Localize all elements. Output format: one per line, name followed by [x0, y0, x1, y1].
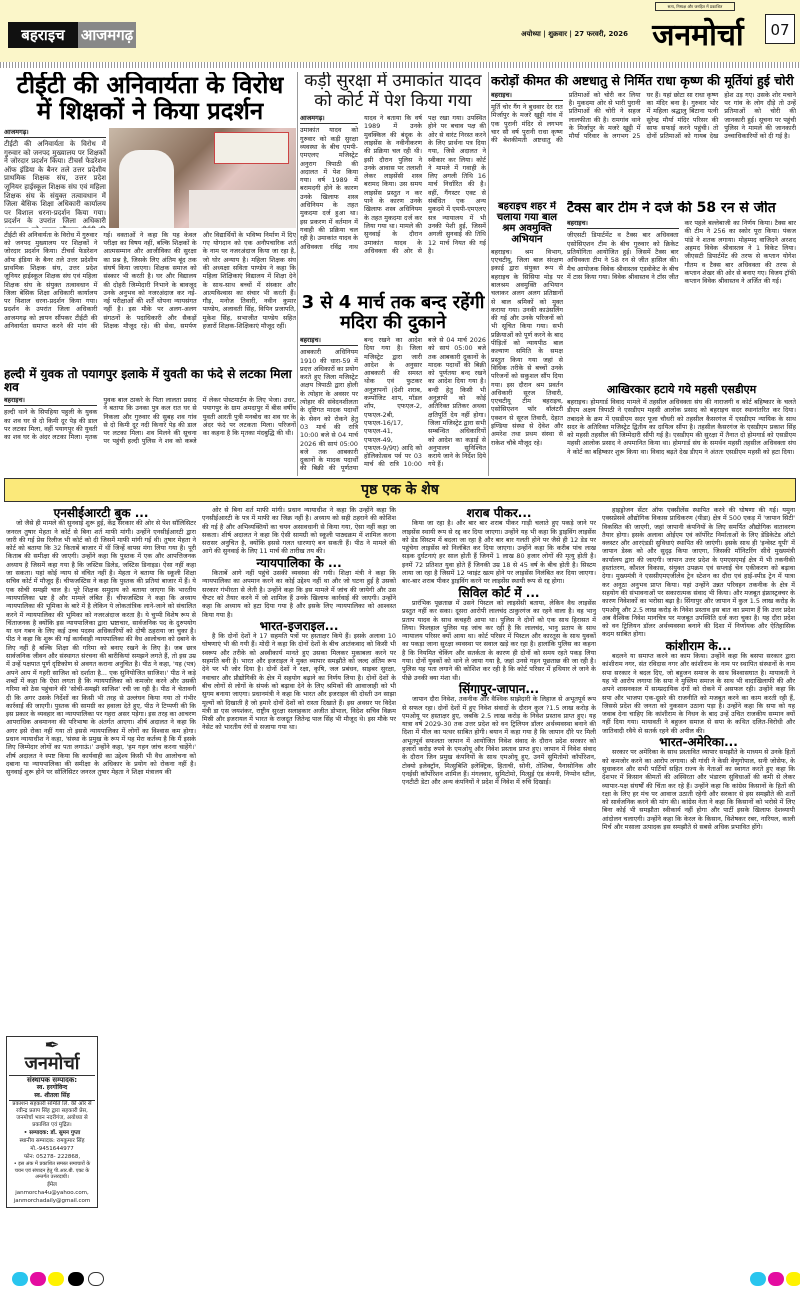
dateline: बहराइच। [300, 336, 358, 346]
article-body: किताबें आगे नहीं पहुंचे उसकी व्यवस्था की गयी। शिक्षा मंत्री ने कहा कि न्यायपालिका का अपमान करने का कोई उद्देश्य नहीं था और जो घटना हुई है उसको सरकार गंभीरता से लेती है। उन्होंने कहा कि इस मामले में जांच की जायेगी और उस चैप्टर को तैयार करने में जो शामिल हैं उनके खिलाफ कार्रवाई की जाएगी। उन्होंने कहा कि अध्याय को हटा दिया गया है और इसके लिए न्यायपालिका को आश्वस्त किया गया है। [202, 569, 396, 619]
registration-mark-cyan [750, 1272, 766, 1286]
heading-civil-court: सिविल कोर्ट में ... [458, 585, 540, 600]
right-lower-row [491, 201, 796, 476]
registration-mark-cyan [12, 1272, 28, 1286]
registration-mark-yellow [786, 1272, 800, 1286]
continued-col-3 [402, 506, 596, 1266]
article-body: हल्दी थाने के सिपहिया पहुली के युवक का शव घर से दो किमी दूर पेड़ की डाल पर लटका मिला, वहीं पयागपुर की युवती का शव घर के अंदर लटका मिला। मृतक युवक बाल ठाकरे के पिता लालता प्रसाद ने बताया कि उनका पुत्र कल रात घर से निकला और गुरुवार की सुबह शव गांव से दो किमी दूर नदी किनारे पेड़ की डाल पर लटका मिला। शव मिलने की सूचना पर पहुंची हल्दी पुलिस ने शव को कब्जे में लेकर पोस्टमार्टम के लिए भेजा। उधर, पयागपुर के ग्राम अमदापुर में बीस वर्षीय युवती आरती पुत्री मनबोध का शव घर के अंदर फंदे पर लटकता मिला। परिजनों का कहना है कि मृतका मंदबुद्धि की थी। [4, 396, 296, 446]
registration-mark-magenta [768, 1272, 784, 1286]
dateline: बहराइच। [491, 91, 563, 101]
prb-note: • इस अंक में प्रकाशित समस्त समाचारों के चयन एवं संपादन हेतु पी.आर.बी. एक्ट के अन्तर्गत उत्तरदायी। [13, 1161, 91, 1180]
article-body: टीईटी की अनिवार्यता के विरोध में गुरुवार को जनपद मुख्यालय पर शिक्षकों ने जोरदार प्रदर्शन किया। टीचर्स फेडरेशन ऑफ इंडिया के बैनर तले उत्तर प्रदेशीय प्राथमिक शिक्षक संघ, उत्तर प्रदेश जूनियर हाईस्कूल शिक्षक संघ एवं महिला शिक्षक संघ के संयुक्त तत्वावधान में जिला बेसिक शिक्षा अधिकारी कार्यालय पर विशाल धरना-प्रदर्शन किया गया। प्रदर्शन के उपरांत जिला अधिकारी आजमगढ़ को ज्ञापन सौंपकर टीईटी की अनिवार्यता समाप्त करने की मांग की गई। वक्ताओं ने कहा कि यह केवल परीक्षा का विषय नहीं, बल्कि शिक्षकों के आत्मसम्मान और आजीविका की सुरक्षा का प्रश्न है, जिसके लिए अंतिम बूंद तक संघर्ष किया जाएगा। शिक्षक समाज को संस्कार भी करती है। घर और विद्यालय की दोहरी जिम्मेदारी निभाने के बावजूद उनके अनुभव को नजरअंदाज कर नई-नई परीक्षाओं की शर्तें थोपना न्यायसंगत नहीं है। इस मौके पर अलग-अलग संगठनों के पदाधिकारी और सैकड़ों शिक्षक मौजूद रहे। की सेवा, समर्पण और विद्यार्थियों के भविष्य निर्माण में दिए गए योगदान को एक अनौपचारिक शर्त के नाम पर नजरअंदाज किया जा रहा है, जो घोर अन्याय है। महिला शिक्षक संघ की अध्यक्षा सविता पाण्डेय ने कहा कि महिला शिक्षिकाएं विद्यालय में शिक्षा देने के साथ-साथ बच्चों में संस्कार और आत्मविश्वास का संचार भी करती हैं। गौड़, मनोज तिवारी, नवीन कुमार पाण्डेय, अलावती सिंह, विपिन प्रजापति, मुकेश सिंह, सभाजीत पाण्डेय सहित हजारों शिक्षक-शिक्षिकाएं मौजूद रहीं। [4, 230, 296, 331]
middle-block [300, 72, 486, 476]
masthead-box [6, 1036, 98, 1208]
article-body: बदलने या समाप्त करने का काम किया। उन्होंने कहा कि बसपा सरकार द्वारा कांशीराम नगर, संत रविदास नगर और कांशीराम के नाम पर स्थापित संस्थानों के नाम सपा सरकार ने बदल दिए, जो बहुजन समाज के साथ विश्वासघात है। मायावती ने यह भी आरोप लगाया कि सपा ने मुस्लिम समाज के साथ भी वादाखिलाफी की और अपने शासनकाल में साम्प्रदायिक दंगों को रोकने में असफल रही। उन्होंने कहा कि सपा और भाजपा एक-दूसरे की राजनीति को मजबूत करने का काम करती रही हैं, जिससे प्रदेश की जनता को नुकसान उठाना पड़ा है। उन्होंने कहा कि सपा को यह जवाब देना चाहिए कि कांशीराम के निधन के बाद उन्हें उचित राजकीय सम्मान क्यों नहीं दिया गया। मायावती ने बहुजन समाज से सपा के कथित दलित-विरोधी और जातिवादी रवैये से सतर्क रहने की अपील की। [602, 652, 795, 735]
column-rule [488, 72, 489, 476]
headline-tax: टैक्स बार टीम ने दर्ज की 58 रन से जीत [567, 200, 776, 216]
article-body: ओर से बिना शर्त माफी मांगी। प्रधान न्यायाधीश ने कहा कि उन्होंने कहा कि एनसीईआरटी के पत्र में माफी का जिक्र नहीं है। अध्याय को सही ठहराने की कोशिश की गई है और अभिव्यक्तियों का चयन असावधानी से किया गया, ऐसा नहीं कहा जा सकता। शीर्ष अदालत ने कहा कि ऐसी सामग्री को स्कूली पाठ्यक्रम में शामिल करना सरासर अनुचित है, क्योंकि इससे गलत धारणाएं बन सकती हैं। पीठ ने मामले की आगे की सुनवाई के लिए 11 मार्च की तारीख तय की। [202, 506, 396, 556]
dateline: बहराइच। [4, 396, 97, 406]
logo-tagline: सत्य, निष्पक्ष और जनहित में प्रकाशित [655, 2, 735, 11]
article-body: जीएसटी डिपार्टमेंट व टैक्स बार अधिवक्ता एसोसिएशन टीम के बीच गुरुवार को क्रिकेट प्रतियोगिता आयोजित हुई। जिसमें टैक्स बार अधिवक्ता टीम ने 58 रन से जीत हासिल की। मैच आयोजक विवेक श्रीवास्तव एडवोकेट के बीच में टास किया गया। विवेक श्रीवास्तव ने टॉस जीत कर पहले बल्लेबाजी का निर्णय किया। टैक्स बार की टीम ने 256 का स्कोर पूरा किया। पंकज पांडे ने शतक लगाया। मोहम्मद वाजिदने अरशद अहमद विवेक श्रीवास्तव ने 1 विकेट लिया। जीएसटी डिपार्टमेंट की तरफ से कप्तान योगेश गौतम व टैक्स बार अधिवक्ता की तरफ से कप्तान शेखर की ओर से बनाए गए। विजय ट्रॉफी कप्तान विवेक श्रीवास्तव ने अर्जित की गई। [567, 219, 796, 286]
article-body: जो जैसे ही मामले की सुनवाई शुरू हुई, केंद्र सरकार की ओर से पेश सॉलिसिटर जनरल तुषार मेहता ने कोर्ट से बिना शर्त माफी मांगी। उन्होंने एनसीईआरटी द्वारा जारी की गई प्रेस रिलीज भी कोर्ट को दी जिसमें माफी मांगी गई थी। तुषार मेहता ने कोर्ट को बताया कि 32 किताबें बाजार में थीं जिन्हें वापस मंगा लिया गया है। पूरी किताब की समीक्षा की जाएगी। उन्होंने कहा कि पुस्तक में एक और आपत्तिजनक अध्याय है जिसमें कहा गया है कि जस्टिस डिलेड, जस्टिस डिनाइड। ऐसा नहीं कहा जा सकता। यहां कोई न्याय से वंचित नहीं है। मेहता ने बताया कि स्कूली शिक्षा सचिव कोर्ट में मौजूद हैं। चीफजस्टिस ने कहा कि पुस्तक की प्रतियां बाजार में हैं। ये एक सोची समझी चाल है। पूरे शिक्षक समुदाय को बताया जाएगा कि भारतीय न्यायपालिका भ्रष्ट है और मामले लंबित हैं। चीफजस्टिस ने कहा कि अध्याय न्यायपालिका की भूमिका के बारे में है लेकिन ये लोकतांत्रिक लाने-जाने को संचालित करने में न्यायपालिका की भूमिका को नजरअंदाज करता है। ये चुप्पी विशेष रूप से चिंताजनक है क्योंकि इस न्यायपालिका द्वारा भ्रष्टाचार, सार्वजनिक पद के दुरुपयोग या धन गबन के लिए कई उच्च पदस्थ अधिकारियों को दोषी ठहराया जा चुका है। पीठ ने कहा कि शुरू की गई कार्यवाही न्यायपालिका की वैध आलोचना को दबाने के लिए नहीं है बल्कि शिक्षा की गरिमा को बनाए रखने के लिए है। जब छात्र सार्वजनिक जीवन और संस्थागत संरचना की बारीकियां समझने लगते हैं, तो इस उम्र में उन्हें पक्षपात पूर्ण दृष्टिकोण से अवगत कराना अनुचित है। पीठ ने कहा, 'यह (पत्र) अपने आप में गहरी साजिश को दर्शाता है... एक सुनियोजित साजिश।' पीठ ने कड़े शब्दों में कहा कि ऐसा लगता है कि न्यायपालिका को कमजोर करने और उसकी गरिमा को ठेस पहुंचाने की 'सोची-समझी साजिश' रची जा रही है। पीठ ने चेतावनी दी कि अगर उसके निर्देशों का किसी भी तरह से उल्लंघन किया गया तो गंभीर कार्रवाई की जाएगी। पुस्तक की सामग्री का हवाला देते हुए, पीठ ने टिप्पणी की कि इस प्रकार के व्यवहार का न्यायपालिका पर गहरा असर पड़ेगा। इस तरह का आचरण आपराधिक अवमानना की परिभाषा के अंतर्गत आएगा। शीर्ष अदालत ने कहा कि अगर इसे रोका नहीं गया तो इससे न्यायपालिका में लोगों का विश्वास कम होगा। प्रधान न्यायाधीश ने कहा, 'संस्था के प्रमुख के रूप में यह मेरा कर्तव्य है कि मैं इसके लिए जिम्मेदार लोगों का पता लगाऊं।' उन्होंने कहा, 'हम गहन जांच करना चाहेंगे।' शीर्ष अदालत ने स्पष्ट किया कि कार्यवाही का उद्देश्य किसी भी वैध आलोचना को दबाना या न्यायपालिका की समीक्षा के अधिकार के प्रयोग को रोकना नहीं है। सुनवाई शुरू होने पर सॉलिसिटर जनरल तुषार मेहता ने शिक्षा मंत्रालय की [6, 519, 196, 777]
article-body: आबकारी अधिनियम 1910 की धारा-59 में प्रदत्त अधिकारों का प्रयोग करते हुए जिला मजिस्ट्रेट अक्षय त्रिपाठी द्वारा होली के त्योहार के अवसर पर त्योहार की संवेदनशीलता के दृष्टिगत मादक पदार्थों के सेवन को रोकने हेतु 03 मार्च की रात्रि 10:00 बजे से 04 मार्च 2026 की सायं 05:00 बजे तक आबकारी दुकानों के मादक पदार्थों की बिक्री की पूर्णतया बन्द रखने का आदेश दिया गया है। जिला मजिस्ट्रेट द्वारा जारी आदेश के अनुसार आबकारी की समस्त थोक एवं फुटकर अनुज्ञापनों (देशी शराब, कम्पोजिट शाप, मॉडल शॉप, एफएल-2, एफएल-2बी, एफएल-16/17, एफएल-41, एफएल-49, एफएल-9/9ए) आदि को होलिकोत्सव पर्व पर 03 मार्च की रात्रि 10:00 बजे से 04 मार्च 2026 को सायं 05:00 बजे तक आबकारी दुकानों के मादक पदार्थों की बिक्री को पूर्णतया बन्द रखने का आदेश दिया गया है। बन्दी हेतु किसी भी अनुज्ञापी को कोई अतिरिक्त प्रतिकर अथवा क्षतिपूर्ति देय नहीं होगा। जिला मजिस्ट्रेट द्वारा सभी सम्बन्धित अधिकारियों को आदेश का कड़ाई से अनुपालन सुनिश्चित कराये जाने के निर्देश दिये गये हैं। [300, 336, 486, 473]
article-tet-lead [4, 128, 106, 228]
heading-israel: भारत-इजराइल... [259, 618, 339, 633]
heading-ncert: एनसीईआरटी बुक ... [53, 506, 149, 520]
local-editor: स्थानीय सम्पादक: रामकुमार सिंह [19, 1138, 85, 1144]
headline-line: को कोर्ट में पेश किया गया [314, 90, 472, 111]
email[interactable]: janmorcha4u@yahoo.com, [15, 1189, 89, 1196]
article-body: उमाकांत यादव को गुरुवार को कड़ी सुरक्षा व्यवस्था के बीच एमपी-एमएलए मजिस्ट्रेट अनुराग त्रिपाठी की अदालत में पेश किया गया। वर्ष 1989 में बरामदगी होने के कारण उनके खिलाफ शस्त्र अधिनियम के तहत मुकदमा दर्ज हुआ था। इस प्रकरण में वर्तमान में गवाही की प्रक्रिया चल रही है। उमाकांत यादव के अधिवक्ता रविंद्र नाथ यादव ने बताया कि वर्ष 1989 में उनके मुवक्किल की बंदूक के लाइसेंस के नवीनीकरण की प्रक्रिया चल रही थी। इसी दौरान पुलिस ने उनके आवास पर तलाशी लेकर लाइसेंसी शस्त्र बरामद किया। उस समय लाइसेंस प्रस्तुत न कर पाने के कारण उनके खिलाफ शस्त्र अधिनियम के तहत मुकदमा दर्ज कर लिया गया था। मामले की सुनवाई के दौरान उमाकांत यादव के अधिवक्ता की ओर से पक्ष रखा गया। उपस्थित होने पर बचाव पक्ष की ओर से वारंट निरस्त करने के लिए प्रार्थना पत्र दिया गया, जिसे अदालत ने स्वीकार कर लिया। कोर्ट ने मामले में गवाही के लिए अगली तिथि 16 मार्च निर्धारित की है। वहीं, गैंगस्टर एक्ट से संबंधित एक अन्य मुकदमे में एमपी-एमएलए सत्र न्यायालय में भी उनकी पेशी हुई, जिसमें अगली सुनवाई की तिथि 12 मार्च नियत की गई है। [300, 114, 486, 255]
article-body: टीईटी की अनिवार्यता के विरोध में गुरुवार को जनपद मुख्यालय पर शिक्षकों ने जोरदार प्रदर्शन किया। टीचर्स फेडरेशन ऑफ इंडिया के बैनर तले उत्तर प्रदेशीय प्राथमिक शिक्षक संघ, उत्तर प्रदेश जूनियर हाईस्कूल शिक्षक संघ एवं महिला शिक्षक संघ के संयुक्त तत्वावधान में जिला बेसिक शिक्षा अधिकारी कार्यालय पर विशाल धरना-प्रदर्शन किया गया। प्रदर्शन के उपरांत जिला अधिकारी [4, 140, 106, 226]
banner [214, 132, 289, 164]
article-tax [567, 219, 796, 381]
right-block [491, 74, 796, 476]
speaker-figure [119, 150, 174, 228]
founder: स्व. हरगोविन्द [36, 1084, 68, 1091]
editor: • सम्पादक: डॉ. सुमन गुप्ता [23, 1130, 81, 1136]
crosshair-icon [88, 1272, 104, 1286]
heading-nyaypalika: न्यायपालिका के ... [256, 555, 342, 570]
article-chori [491, 91, 796, 197]
pen-nib-icon: ✒ [44, 1035, 60, 1056]
headline-balshram: बहराइच शहर में चलाया गया बाल श्रम अवमुक्ति अभियान [496, 200, 558, 245]
heading-sharab: शराब पीकर... [466, 506, 532, 520]
heading-kanshiram: कांशीराम के... [665, 638, 732, 653]
right-sub-block [567, 201, 796, 476]
phone: फोन: 05278- 222868, [23, 1154, 81, 1160]
article-body: बहराइच। श्रम विभाग, एएचटीयू, जिला बाल संरक्षण इकाई द्वारा संयुक्त रूप से बहराइच के सिसिया मोड़ पर बालश्रम अवमुक्ति अभियान चलाकर अलग अलग प्रतिष्ठानों से बाल श्रमिकों को मुक्त कराया गया। उनकी काउंसलिंग की गई और उनके परिजनों को भी सूचित किया गया। सभी प्रक्रियाओं को पूर्ण करने के बाद पीड़ितों को न्यायपीठ बाल कल्याण समिति के समक्ष प्रस्तुत किया गया जहां से विधिक तरीके से बच्चों उनके परिजनों को सकुशल सौंप दिया गया। इस दौरान श्रम प्रवर्तन अधिकारी सूरज तिवारी, एएचटीयू टीम बहराइच, एसोसिएशन फॉर वॉलंटरी एक्शन से सूरज तिवारी, देहात इण्डिया संस्था से देवेश और अमरेश तथा प्रथम संस्था से राकेश चौबे मौजूद रहे। [491, 247, 563, 447]
article-body: मूर्ति चोर गैंग ने बुधवार देर रात मिर्जापुर के मजरे खुट्टी गांव में एक पुरानी मंदिर से लगभग चार सौ वर्ष पुरानी राधा कृष्ण की बेशकीमती अष्टधातु की प्रतिमाओं को चोरी कर लिया है। मुकदमा ओर से भारी पुरानी प्रतिमाओं की चोरी ने सहज लालफीता की है। रामगांव थाने के मिर्जापुर के मजरे खुट्टी में मौर्या परिवार के लगभग 25 घर हैं। यहां छोटा सा राधा कृष्ण का मंदिर बना है। गुरुवार भोर में महिला श्रद्धालु बिटाना पत्नी सुरेन्द्र मौर्या मंदिर परिसर की साफ सफाई करने पहुंची। तो दोनों प्रतिमाओं को गायब देख होश उड़ गए। उसके शोर मचाने पर गांव के लोग दौड़े तो उन्हें प्रतिमाओं को चोरी की जानकारी हुई। सूचना पर पहुंची पुलिस ने मामले की जानकारी उच्चाधिकारियों को दी गई है। [491, 90, 796, 145]
dateline: आजमगढ़। [300, 114, 358, 124]
continued-col-1 [6, 506, 196, 1266]
article-body: हाइड्रोजन सेंटर ऑफ एक्सीलेंस स्थापित करने की घोषणा की गई। यमुना एक्सप्रेसवे औद्योगिक विकास प्राधिकरण (यीडा) क्षेत्र में 500 एकड़ में 'जापान सिटी' विकसित की जाएगी, जहां जापानी कंपनियों के लिए समर्पित औद्योगिक वातावरण तैयार होगा। इसके अलावा ओईएम एवं कॉर्पोरेट निर्माताओं के लिए डेडिकेटेड ऑटो क्लस्टर और आरएंडडी सुविधाएं स्थापित की जाएंगी। इसके साथ ही 'इन्वेस्ट यूपी' में जापान डेस्क को और सुदृढ़ किया जाएगा, जिसकी मॉनिटरिंग सीधे मुख्यमंत्री कार्यालय द्वारा की जाएगी। जापान उत्तर प्रदेश के एमएसएमई क्षेत्र में भी तकनीकी हस्तांतरण, कौशल विकास, संयुक्त उपक्रम एवं सप्लाई चेन एकीकरण को बढ़ावा देगा। मुख्यमंत्री ने एससीएमएजीलेव ट्रेन स्टेशन का दौरा एवं हाई-स्पीड ट्रेन में यात्रा कर अनूठा अनुभव प्राप्त किया। यहां उन्होंने उन्नत परिवहन तकनीक के क्षेत्र में सहयोग की संभावनाओं पर सकारात्मक संवाद भी किया। और मजबूत इंफ्रास्ट्रक्चर के कारण निवेशकों का भरोसा बढ़ा है। सिंगापुर और जापान में कुल 1.5 लाख करोड़ के एमओयू और 2.5 लाख करोड़ के निवेश प्रस्ताव इस बात का प्रमाण हैं कि उत्तर प्रदेश अब वैश्विक निवेश मानचित्र पर मजबूत उपस्थिति दर्ज करा चुका है। यह दौरा प्रदेश को वन ट्रिलियन डॉलर अर्थव्यवस्था बनाने की दिशा में निर्णायक और ऐतिहासिक कदम साबित होगा। [602, 506, 795, 639]
headline-madira: 3 से 4 मार्च तक बन्द रहेंगी मदिरा की दुकाने [301, 292, 485, 334]
heading-singapore-japan: सिंगापुर-जापान... [458, 681, 540, 696]
dateline: बहराइच। [567, 219, 679, 229]
table [189, 190, 296, 228]
dateline: आजमगढ़। [4, 128, 106, 138]
continued-col-2 [202, 506, 396, 1266]
section-label-azamgarh: आजमगढ़ [78, 22, 136, 48]
page-number: 07 [765, 14, 795, 44]
divider [0, 62, 800, 68]
article-body: सरकार पर अमेरिका के साथ प्रस्तावित व्यापार समझौते के माध्यम से उनके हितों को कमजोर करने का आरोप लगाया। श्री गांधी ने केसी वेणुगोपाल, सनी जोसेफ, के सुधाकरन और सभी पार्टियों सहित राज्य के नेताओं का स्वागत करते हुए कहा कि देशभर में किसान कीमतों की अस्थिरता और भंडारण सुविधाओं की कमी से लेकर व्यापार-पक्ष संघर्षों की चिंता कर रहे हैं। उन्होंने कहा कि कांग्रेस किसानों के हितों की रक्षा के लिए हर मंच पर आवाज उठाती रहेगी और सरकार से इस समझौते की शर्तों को सार्वजनिक करने की मांग की। कांग्रेस नेता ने कहा कि किसानों को भरोसे में लिए बिना कोई भी समझौता स्वीकार्य नहीं होगा और पार्टी इसके खिलाफ देशव्यापी आंदोलन चलाएगी। उन्होंने कहा कि केरल के किसान, विशेषकर रबर, नारियल, काली मिर्च और मसाला उत्पादक इस समझौते से सबसे अधिक प्रभावित होंगे। [602, 748, 795, 831]
tet-lead-row [4, 128, 296, 228]
founders-label: संस्थापक सम्पादक: [26, 1076, 78, 1084]
article-body: प्रारंभिक पूछताछ में उसने पिस्टल को लाइसेंसी बताया, लेकिन वैध लाइसेंस प्रस्तुत नहीं कर सका। दूसरा आरोपी लालचंद ठाकुरगंज का रहने वाला है। वह भानु प्रताप यादव के साथ कचहरी आया था। पुलिस ने दोनों को एक साथ हिरासत में लिया। फिलहाल पुलिस यह जांच कर रही है कि लालचंद, भानु प्रताप के साथ न्यायालय परिसर क्यों आया था। कोर्ट परिसर में पिस्टल और कारतूस के साथ युवकों का पकड़ा जाना सुरक्षा व्यवस्था पर सवाल खड़े कर रहा है। हालांकि पुलिस का कहना है कि नियमित चेकिंग और सतर्कता के कारण ही दोनों को समय रहते पकड़ लिया गया। दोनों युवकों को थाने ले जाया गया है, जहां उनसे गहन पूछताछ की जा रही है। पुलिस यह पता लगाने की कोशिश कर रही है कि कोर्ट परिसर में हथियार ले जाने के पीछे उनकी क्या मंशा थी। [402, 598, 596, 682]
continued-col-4 [602, 506, 795, 1266]
headline-chori: करोड़ों कीमत की अष्टधातु से निर्मित राधा कृष्ण की मूर्तियां हुई चोरी [491, 74, 794, 88]
email[interactable]: janmorchadaily@gmail.com [13, 1197, 91, 1204]
headline-line: कड़ी सुरक्षा में उमाकांत यादव [304, 72, 482, 91]
continued-band: पृष्ठ एक के शेष [4, 478, 796, 502]
article-body: जापान दौरा निवेश, तकनीक और वैश्विक साझेदारी के लिहाज से अभूतपूर्व रूप से सफल रहा। दोनों देशों में हुए निवेश संवादों के दौरान कुल ?1.5 लाख करोड़ के एमओयू पर हस्ताक्षर हुए, जबकि 2.5 लाख करोड़ के निवेश प्रस्ताव प्राप्त हुए। यह यात्रा वर्ष 2029-30 तक उत्तर प्रदेश को वन ट्रिलियन डॉलर अर्थव्यवस्था बनाने की दिशा में मील का पत्थर साबित होगी। बयान में कहा गया है कि जापान दौरे पर मिली अभूतपूर्व सफलता जापान में आयोजित निवेश संवाद के दौरान प्रदेश सरकार को हजारों करोड़ रुपये के एमओयू और निवेश प्रस्ताव प्राप्त हुए। जापान में निवेश संवाद के दौरान जिन प्रमुख कंपनियों के साथ एमओयू हुए, उनमें सुमितोमो कॉर्पोरेशन, टोक्यो इलेक्ट्रॉन, मित्सुबिशि इलेक्ट्रिक, हिताची, सोनी, तोशिबा, पैनासोनिक और एनईसी कॉर्पोरेशन शामिल हैं। मंगलवार, सुमिटोमो, मित्सुई एंड कंपनी, निप्पोन स्टील, एनटीटी डेटा और अन्य कंपनियों ने प्रदेश में निवेश में रुचि दिखाई। [402, 695, 596, 787]
headline-umakant [300, 72, 486, 111]
article-balshram [491, 201, 563, 476]
newspaper-logo: जनमोर्चा [652, 18, 744, 53]
headline-line: में शिक्षकों ने किया प्रदर्शन [36, 97, 264, 126]
headline-tet [4, 72, 296, 125]
article-body: है कि दोनों देशों ने 17 सहमति पत्रों पर हस्ताक्षर किये हैं। इसके अलावा 10 घोषणाएं भी की गयी हैं। मोदी ने कहा कि दोनों देशों के बीच आतंकवाद को किसी भी स्वरूप और तरीके को अस्वीकार्य मानते हुए उसका मिलकर मुकाबला करने पर सहमति बनी है। भारत और इजराइल ने मुक्त व्यापार समझौते को जल्द अंतिम रूप देने पर भी जोर दिया है। दोनों देशों ने रक्षा, कृषि, जल प्रबंधन, साइबर सुरक्षा, नवाचार और प्रौद्योगिकी के क्षेत्र में सहयोग बढ़ाने का निर्णय लिया है। दोनों देशों के बीच लोगों से लोगों के संपर्क को बढ़ावा देने के लिए श्रमिकों की आवाजाही को भी सुगम बनाया जाएगा। प्रधानमंत्री ने कहा कि भारत और इजराइल की दोस्ती उन साझा मूल्यों को दिखाती है जो हमारे दोनों देशों को रास्ता दिखाते हैं। इस अवसर पर विदेश मंत्री डा एस जयशंकर, राष्ट्रीय सुरक्षा सलाहकार अजीत डोभाल, विदेश सचिव विक्रम मिस्री और इजरायल में भारत के राजदूत जितेन्द्र पाल सिंह भी मौजूद थे। इस मौके पर नेसेट को भारतीय रंगों से सजाया गया था। [202, 632, 396, 732]
article-body: किया जा रहा है। और बार बार शराब पीकर गाड़ी चलाते हुए पकड़े जाने पर लाइसेंस स्थायी रूप से रद्द कर दिया जाएगा। उन्होंने यह भी कहा कि ड्राइविंग लाइसेंस को डेड सिस्टम में बदला जा रहा है और बार बार गलती होने पर जैसे ही 12 डेड पर पहुंचेगा लाइसेंस को निलंबित कर दिया जाएगा। उन्होंने कहा कि करीब पांच लाख सड़क दुर्घटनाएं हर साल होती हैं जिनमें 1 लाख 80 हजार लोगों की मृत्यु होती है। इनमें 72 प्रतिशत युवा होते हैं जिनकी उम्र 18 से 45 वर्ष के बीच होती है। सिस्टम लाया जा रहा है जिसमें 12 प्वाइंट खत्म होने पर लाइसेंस निलंबित कर दिया जाएगा। बार-बार शराब पीकर ड्राइविंग करने पर लाइसेंस स्थायी रूप से रद्द होगा। [402, 519, 596, 586]
headline-sdm: आखिरकार हटाये गये महसी एसडीएम [606, 382, 757, 396]
protest-photo [109, 128, 296, 228]
registration-mark-magenta [30, 1272, 46, 1286]
heading-india-america: भारत-अमेरिका... [659, 735, 738, 750]
column-rule [297, 72, 298, 476]
registration-mark-yellow [48, 1272, 64, 1286]
founder: स्व. शीतला सिंह [9, 1092, 95, 1101]
masthead-logo: जनमोर्चा [9, 1053, 95, 1076]
article-madira [300, 336, 486, 476]
article-haldi [4, 396, 296, 476]
article-umakant [300, 114, 486, 289]
dateline: अयोध्या | शुक्रवार | 27 फरवरी, 2026 [521, 30, 628, 38]
registration-mark-black [68, 1272, 84, 1286]
headline-line: टीईटी की अनिवार्यता के विरोध [16, 72, 284, 99]
article-tet-body [4, 231, 296, 365]
left-block [4, 72, 296, 476]
mobile: मो.-9451644977 [30, 1146, 74, 1152]
section-label-bahraich: बहराइच [8, 22, 78, 48]
email-label: ईमेल [47, 1181, 57, 1188]
headline-haldi: हल्दी में युवक तो पयागपुर इलाके में युवती का फंदे से लटका मिला शव [4, 366, 292, 394]
article-sdm: बहराइच। होमगार्ड विवाद मामले में तहसील अधिवक्ता संघ की नाराजगी व कोर्ट बहिष्कार के चलते डीएम अक्षय त्रिपाठी ने एसडीएम महसी आलोक प्रसाद को बहराइच सदर स्थानांतरित कर दिया। तबादले के क्रम में एसडीएम सदर पूजा चौधरी को तहसील कैसरगंज में एसडीएम न्यायिक के साथ सदर के अतिरिक्त मजिस्ट्रेट द्वितीय का दायित्व सौंपा है। तहसील कैसरगंज के एसडीएम प्रकाश सिंह को महसी तहसील की जिम्मेदारी सौंपी गई है। एसडीएम की सुरक्षा में तैनात दो होमगार्ड को एसडीएम महसी आलोक प्रसाद ने अपमानित किया था। होमगार्ड संघ के समर्थन महसी तहसील अधिवक्ता संघ ने कोर्ट का बहिष्कार शुरू किया था। विवाद बढ़ते देख डीएम ने अंततः एसडीएम महसी को हटा दिया। [567, 398, 796, 456]
publisher-info: प्रकाशन सहकारी समिति लि. की ओर से रवीन्द्र प्रताप सिंह द्वारा सहकारी प्रेस, जनमोर्चा भवन नदरीगंज, अयोध्या से प्रकाशित एवं मुद्रित। [12, 1101, 92, 1128]
